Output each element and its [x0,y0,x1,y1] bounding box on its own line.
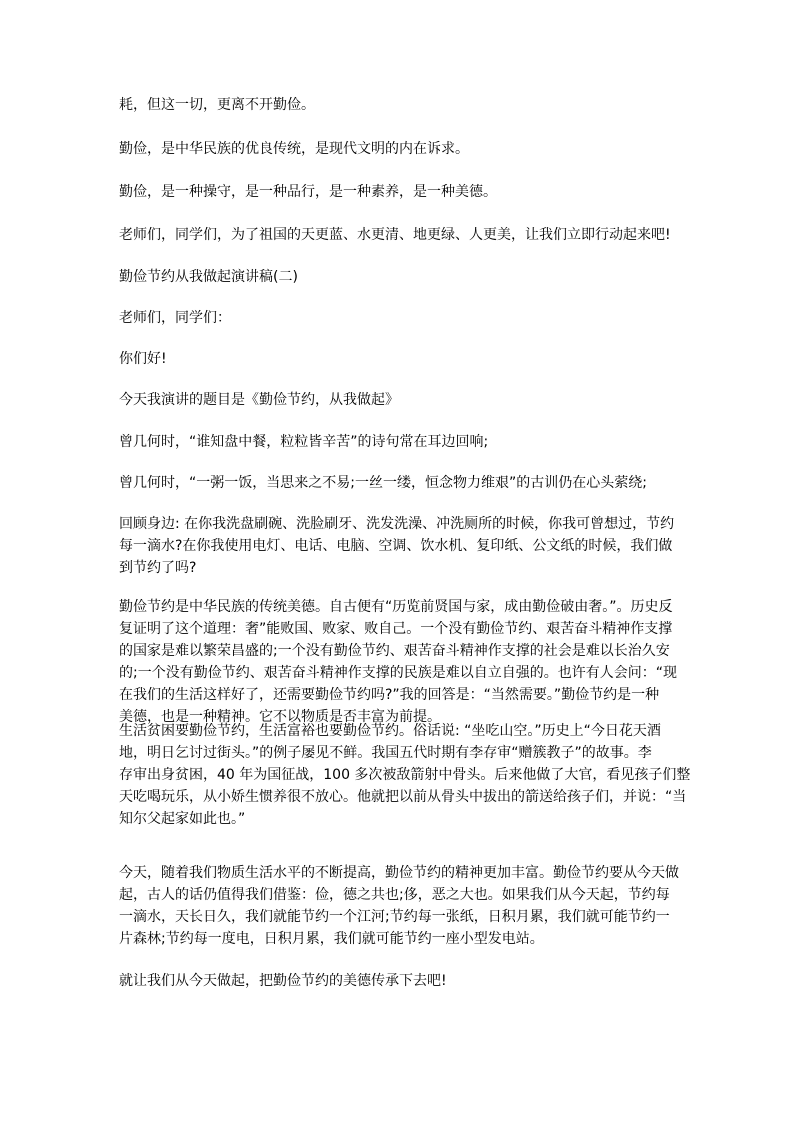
paragraph-motto: 曾几何时，“一粥一饭，当思来之不易;一丝一缕，恒念物力维艰”的古训仍在心头萦绕; [119,475,647,491]
paragraph-story: 生活贫困要勤俭节约，生活富裕也要勤俭节约。俗话说: “坐吃山空。”历史上“今日花天酒 地，明日乞讨过街头。”的例子屡见不鲜。我国五代时期有李存审“赠簇教子”的故事。李 存审出身贫困，40 年为国征战，100 多次被敌箭射中骨头。后来他做了大官，看见孩子们整 天吃喝玩乐，从小娇生惯养很不放心。他就把以前从骨头中拔出的箭送给孩子们，并说：“当 知尔父起家如此也。” [119,723,691,827]
paragraph-review: 回顾身边: 在你我洗盘刷碗、洗脸刷牙、洗发洗澡、冲洗厕所的时候，你我可曾想过，节约 每一滴水?在你我使用电灯、电话、电脑、空调、饮水机、复印纸、公文纸的时候，我们做 到节约了吗? [119,516,675,576]
speech-topic: 今天我演讲的题目是《勤俭节约，从我做起》 [119,392,399,408]
paragraph-3: 勤俭，是一种操守，是一种品行，是一种素养，是一种美德。 [119,184,497,200]
paragraph-tradition: 勤俭节约是中华民族的传统美德。自古便有“历览前贤国与家，成由勤俭破由奢。”。历史反 复证明了这个道理：奢”能败国、败家、败自己。一个没有勤俭节约、艰苦奋斗精神作支撑 的国家是难以繁荣昌盛的;一个没有勤俭节约、艰苦奋斗精神作支撑的社会是难以长治久安 的;一个没有勤俭节约、艰苦奋斗精神作支撑的民族是难以自立自强的。也许有人会问：“现 在我们的生活这样好了，还需要勤俭节约吗?”我的回答是：“当然需要。”勤俭节约是一种 美德，也是一种精神。它不以物质是否丰富为前提。 [119,599,677,725]
salutation: 你们好! [119,351,167,367]
paragraph-poem: 曾几何时，“谁知盘中餐，粒粒皆辛苦”的诗句常在耳边回响; [119,434,489,450]
greeting: 老师们，同学们： [119,310,231,326]
paragraph-4: 老师们，同学们，为了祖国的天更蓝、水更清、地更绿、人更美，让我们立即行动起来吧! [119,227,671,243]
paragraph-1: 耗，但这一切，更离不开勤俭。 [119,97,315,113]
paragraph-closing: 就让我们从今天做起，把勤俭节约的美德传承下去吧! [119,973,447,989]
paragraph-2: 勤俭，是中华民族的优良传统，是现代文明的内在诉求。 [119,141,469,157]
paragraph-today: 今天，随着我们物质生活水平的不断提高，勤俭节约的精神更加丰富。勤俭节约要从今天做 起，古人的话仍值得我们借鉴：俭，德之共也;侈，恶之大也。如果我们从今天起，节约每 一滴水，天长日久，我们就能节约一个江河;节约每一张纸，日积月累，我们就可能节约一 片森林;节约每一度电，日积月累，我们就可能节约一座小型发电站。 [119,865,679,947]
section-title: 勤俭节约从我做起演讲稿(二) [119,269,298,285]
